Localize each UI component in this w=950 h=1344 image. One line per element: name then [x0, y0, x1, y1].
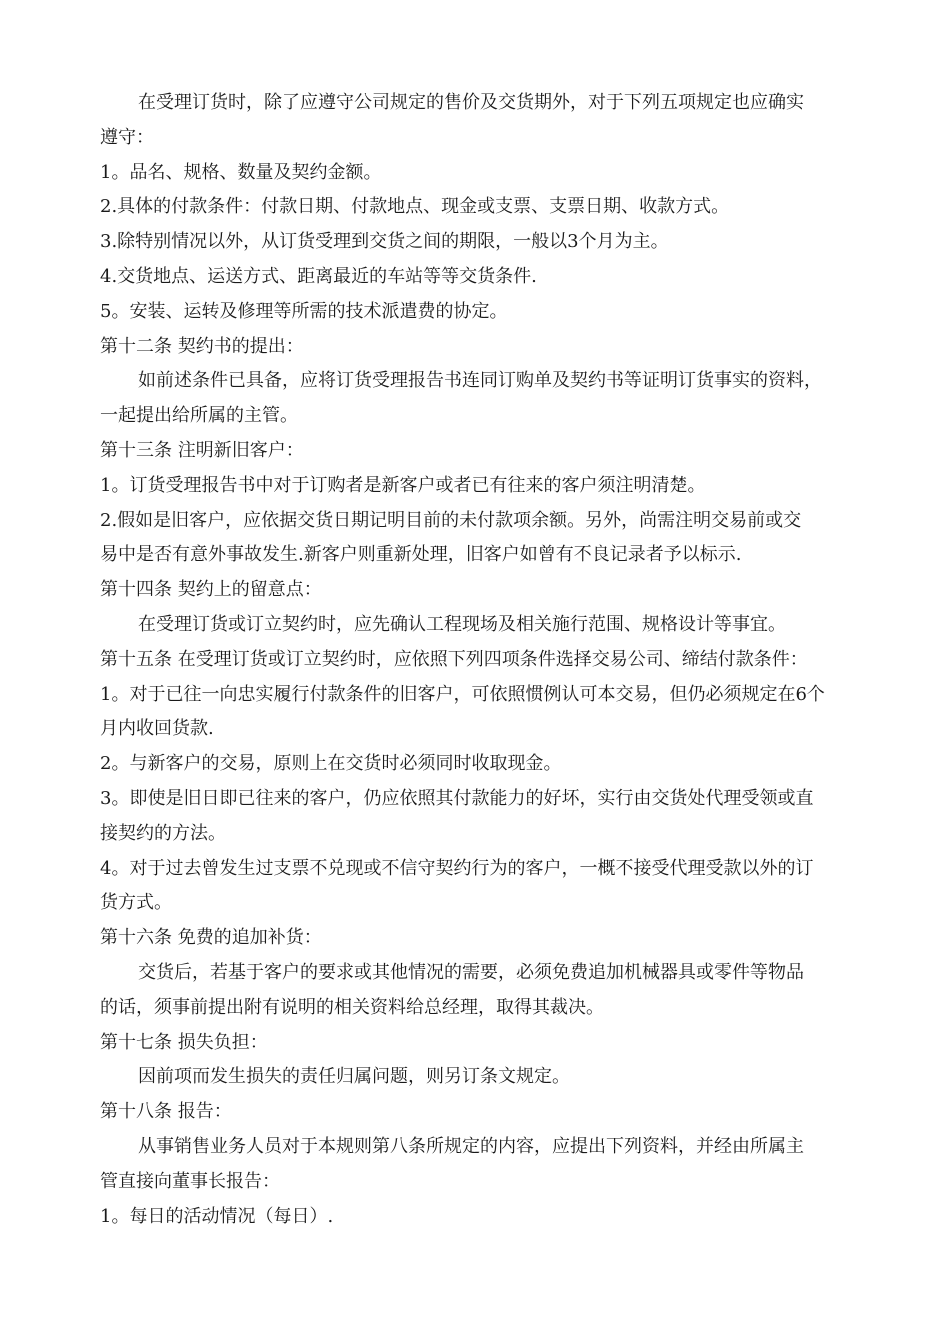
article-heading: 第十七条 损失负担：	[100, 1031, 268, 1053]
list-item: 2。与新客户的交易，原则上在交货时必须同时收取现金。	[100, 753, 562, 775]
text-line: 从事销售业务人员对于本规则第八条所规定的内容，应提出下列资料，并经由所属主	[138, 1135, 804, 1157]
list-item: 4.交货地点、运送方式、距离最近的车站等等交货条件.	[100, 265, 537, 287]
article-heading: 第十八条 报告：	[100, 1101, 232, 1123]
text-line: 因前项而发生损失的责任归属问题，则另订条文规定。	[138, 1066, 570, 1088]
article-heading: 第十三条 注明新旧客户：	[100, 439, 304, 461]
list-item: 1。订货受理报告书中对于订购者是新客户或者已有往来的客户须注明清楚。	[100, 474, 706, 496]
document-page	[100, 86, 860, 1234]
text-line: 管直接向董事长报告：	[100, 1170, 280, 1192]
list-item: 1。品名、规格、数量及契约金额。	[100, 161, 382, 183]
text-line: 月内收回货款.	[100, 718, 214, 740]
list-item: 3。即使是旧日即已往来的客户，仍应依照其付款能力的好坏，实行由交货处代理受领或直	[100, 787, 814, 809]
text-line: 接契约的方法。	[100, 822, 226, 844]
list-item: 2.具体的付款条件：付款日期、付款地点、现金或支票、支票日期、收款方式。	[100, 196, 730, 218]
article-heading: 第十二条 契约书的提出：	[100, 335, 304, 357]
list-item: 2.假如是旧客户，应依据交货日期记明目前的未付款项余额。另外，尚需注明交易前或交	[100, 509, 802, 531]
text-line: 在受理订货或订立契约时，应先确认工程现场及相关施行范围、规格设计等事宜。	[138, 613, 786, 635]
text-line: 易中是否有意外事故发生.新客户则重新处理，旧客户如曾有不良记录者予以标示.	[100, 544, 742, 566]
text-line: 货方式。	[100, 892, 172, 914]
article-heading: 第十六条 免费的追加补货：	[100, 927, 322, 949]
article-heading: 第十五条 在受理订货或订立契约时，应依照下列四项条件选择交易公司、缔结付款条件：	[100, 648, 808, 670]
list-item: 3.除特别情况以外，从订货受理到交货之间的期限，一般以3个月为主。	[100, 231, 669, 253]
text-line: 的话，须事前提出附有说明的相关资料给总经理，取得其裁决。	[100, 996, 604, 1018]
text-line: 在受理订货时，除了应遵守公司规定的售价及交货期外，对于下列五项规定也应确实	[138, 92, 804, 113]
text-line: 如前述条件已具备，应将订货受理报告书连同订购单及契约书等证明订货事实的资料，	[138, 370, 822, 392]
list-item: 1。每日的活动情况（每日）.	[100, 1205, 334, 1227]
text-line: 交货后，若基于客户的要求或其他情况的需要，必须免费追加机械器具或零件等物品	[138, 961, 804, 983]
article-heading: 第十四条 契约上的留意点：	[100, 579, 322, 601]
list-item: 4。对于过去曾发生过支票不兑现或不信守契约行为的客户，一概不接受代理受款以外的订	[100, 857, 814, 879]
list-item: 5。安装、运转及修理等所需的技术派遣费的协定。	[100, 300, 508, 322]
text-line: 遵守：	[100, 126, 154, 148]
text-line: 一起提出给所属的主管。	[100, 405, 298, 427]
list-item: 1。对于已往一向忠实履行付款条件的旧客户，可依照惯例认可本交易，但仍必须规定在6个	[100, 683, 825, 705]
